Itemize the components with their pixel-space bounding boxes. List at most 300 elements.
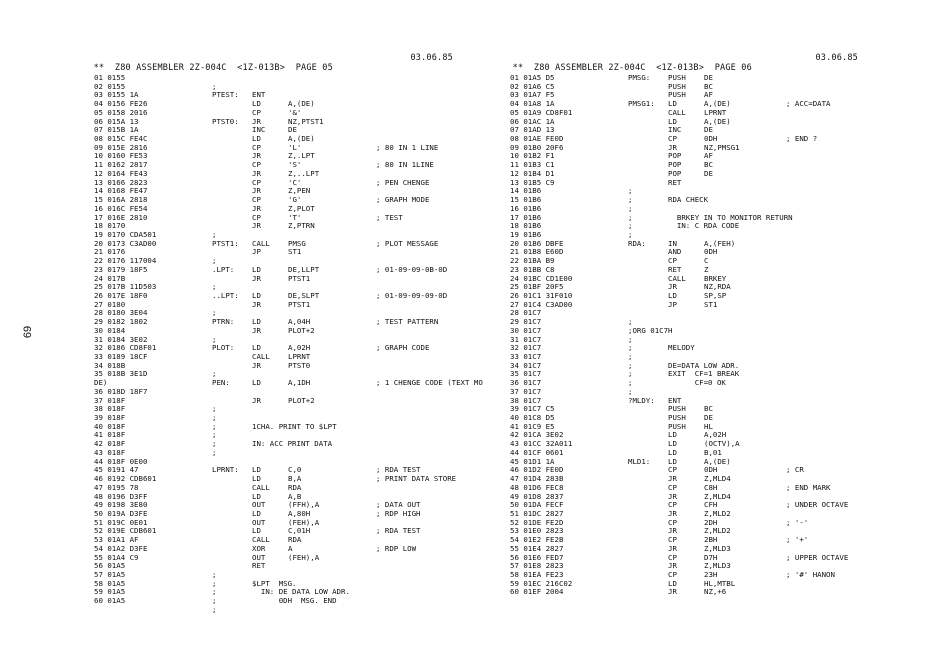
address-and-code: 41 01C9 E5 [510, 421, 555, 431]
operand: 'S' [288, 160, 302, 170]
address-and-code: 54 01A2 D3FE [94, 543, 148, 553]
operand: Z,MLD4 [704, 474, 731, 484]
address-and-code: 05 01A9 CD8F01 [510, 107, 573, 117]
label: ; [628, 378, 633, 388]
address-and-code: 07 01AD 13 [510, 125, 555, 135]
label: ; [212, 430, 217, 440]
opcode: JR [252, 168, 261, 178]
listing-line [510, 144, 870, 153]
opcode: IN: ACC PRINT DATA [252, 439, 333, 449]
address-and-code: 56 01A5 [94, 561, 126, 571]
address-and-code: 49 01D8 2837 [510, 491, 564, 501]
address-and-code: 22 0176 117004 [94, 256, 157, 266]
listing-line [94, 510, 474, 519]
opcode: LD [668, 439, 677, 449]
label: PEN: [212, 378, 230, 388]
operand: A,1DH [288, 378, 311, 388]
label: ; [628, 369, 633, 379]
opcode: JP [252, 247, 261, 257]
opcode: CALL [252, 238, 270, 248]
address-and-code: 25 01BF 20F5 [510, 282, 564, 292]
address-and-code: 01 0155 [94, 73, 126, 82]
operand: A,02H [288, 343, 311, 353]
listing-line [94, 344, 474, 353]
listing-line [94, 205, 474, 214]
operand: (FEH),A [288, 517, 320, 527]
opcode: LD [668, 116, 677, 126]
listing-line [510, 83, 870, 92]
label: ; [212, 229, 217, 239]
label: ; [628, 221, 633, 231]
address-and-code: 43 01CC 32A011 [510, 439, 573, 449]
operand: Z,.LPT [288, 151, 315, 161]
comment: ; RDA TEST [376, 465, 421, 475]
opcode: OUT [252, 552, 266, 562]
opcode: CP [668, 569, 677, 579]
comment: ; RDA TEST [376, 526, 421, 536]
label: ; [212, 256, 217, 266]
operand: Z [704, 264, 709, 274]
opcode: CP [668, 535, 677, 545]
opcode: JR [252, 360, 261, 370]
right-assembly-listing [510, 74, 870, 597]
address-and-code: 11 01B3 C1 [510, 160, 555, 170]
listing-line [510, 240, 870, 249]
listing-line [94, 214, 474, 223]
listing-line [510, 344, 870, 353]
address-and-code: 43 018F [94, 447, 126, 457]
address-and-code: 19 01B6 [510, 229, 542, 239]
address-and-code: 28 0180 3E04 [94, 308, 148, 318]
listing-line [94, 397, 474, 406]
operand: PLOT+2 [288, 325, 315, 335]
operand: C [704, 256, 709, 266]
operand: DE,LLPT [288, 264, 320, 274]
comment: ; DATA OUT [376, 500, 421, 510]
operand: Z,MLD3 [704, 543, 731, 553]
address-and-code: 29 01C7 [510, 317, 542, 327]
address-and-code: 16 01B6 [510, 203, 542, 213]
opcode: CF=0 OK [668, 378, 726, 388]
listing-line [94, 161, 474, 170]
listing-line [94, 423, 474, 432]
operand: DE [704, 125, 713, 135]
address-and-code: 38 01C7 [510, 395, 542, 405]
opcode: RET [668, 177, 682, 187]
listing-line [510, 179, 870, 188]
address-and-code: 08 015C FE4C [94, 134, 148, 144]
opcode: LD [252, 290, 261, 300]
address-and-code: 26 017E 18F0 [94, 290, 148, 300]
operand: 'G' [288, 195, 302, 205]
label: ; [628, 195, 633, 205]
listing-line [510, 554, 870, 563]
opcode: JR [252, 325, 261, 335]
operand: 0DH [704, 134, 718, 144]
comment: ; PEN CHENGE [376, 177, 430, 187]
comment: ; GRAPH MODE [376, 195, 430, 205]
label: ;ORG 01C7H [628, 325, 673, 335]
opcode: CP [668, 134, 677, 144]
opcode: 1CHA. PRINT TO $LPT [252, 421, 337, 431]
address-and-code: 18 0170 [94, 221, 126, 231]
operand: 0DH [704, 465, 718, 475]
address-and-code: 55 01E4 2827 [510, 543, 564, 553]
comment: ; RDP HIGH [376, 508, 421, 518]
operand: PLOT+2 [288, 395, 315, 405]
operand: AF [704, 151, 713, 161]
address-and-code: 02 01A6 C5 [510, 81, 555, 91]
address-and-code: 51 01DC 2827 [510, 508, 564, 518]
operand: A,02H [704, 430, 727, 440]
address-and-code: 27 01C4 C3AD00 [510, 299, 573, 309]
label: ; [628, 386, 633, 396]
operand: LPRNT [704, 107, 727, 117]
listing-line [94, 388, 474, 397]
address-and-code: 39 018F [94, 413, 126, 423]
label: PLOT: [212, 343, 235, 353]
operand: A,(DE) [288, 134, 315, 144]
operand: NZ,+6 [704, 587, 727, 597]
address-and-code: 15 016A 2818 [94, 195, 148, 205]
operand: Z,PTRN [288, 221, 315, 231]
label: ; [212, 404, 217, 414]
comment: ; '-' [786, 517, 809, 527]
address-and-code: 31 01C7 [510, 334, 542, 344]
address-and-code: 52 01DE FE2D [510, 517, 564, 527]
comment: ; UPPER OCTAVE [786, 552, 849, 562]
listing-line [510, 588, 870, 597]
label: MLD1: [628, 456, 651, 466]
operand: Z,MLD2 [704, 526, 731, 536]
address-and-code: 23 0179 18F5 [94, 264, 148, 274]
opcode: IN: C RDA CODE [668, 221, 740, 231]
label: ; [628, 352, 633, 361]
listing-line [94, 196, 474, 205]
operand: Z,MLD3 [704, 561, 731, 571]
comment: ; TEST [376, 212, 403, 222]
comment: ; PRINT DATA STORE [376, 474, 457, 484]
label: ; [628, 334, 633, 344]
listing-line [510, 466, 870, 475]
label: PMSG: [628, 73, 651, 82]
listing-line [94, 74, 474, 83]
label: ; [212, 604, 217, 614]
listing-line [94, 597, 474, 606]
operand: A,(FEH) [704, 238, 736, 248]
listing-line [94, 240, 474, 249]
operand: B,01 [704, 447, 722, 457]
operand: C,01H [288, 526, 311, 536]
opcode: JR [252, 299, 261, 309]
operand: DE [288, 125, 297, 135]
label: ; [212, 421, 217, 431]
address-and-code: 17 016E 2810 [94, 212, 148, 222]
address-and-code: 58 01A5 [94, 578, 126, 588]
listing-line [510, 135, 870, 144]
operand: RDA [288, 482, 302, 492]
operand: Z,..LPT [288, 168, 320, 178]
operand: Z,PLOT [288, 203, 315, 213]
listing-line [94, 266, 474, 275]
opcode: $LPT MSG. [252, 578, 297, 588]
address-and-code: 37 018F [94, 395, 126, 405]
operand: AF [704, 90, 713, 100]
listing-line [510, 222, 870, 231]
comment: ; PLOT MESSAGE [376, 238, 439, 248]
listing-line [94, 100, 474, 109]
opcode: CP [252, 212, 261, 222]
address-and-code: 50 019A D3FE [94, 508, 148, 518]
listing-line [510, 301, 870, 310]
listing-line [94, 353, 474, 362]
listing-line [510, 170, 870, 179]
opcode: CALL [252, 482, 270, 492]
listing-line [510, 414, 870, 423]
address-and-code: 52 019E CDB601 [94, 526, 157, 536]
listing-line [94, 606, 474, 615]
operand: LPRNT [288, 352, 311, 361]
address-and-code: 25 017B 11D503 [94, 282, 157, 292]
opcode: POP [668, 168, 682, 178]
operand: (FEH),A [288, 552, 320, 562]
opcode: LD [252, 378, 261, 388]
listing-line [510, 231, 870, 240]
page-number: 69 [22, 325, 35, 339]
address-and-code: 14 0168 FE47 [94, 186, 148, 196]
operand: CFH [704, 500, 718, 510]
address-and-code: 51 019C 0E01 [94, 517, 148, 527]
address-and-code: 28 01C7 [510, 308, 542, 318]
opcode: CP [252, 107, 261, 117]
label: LPRNT: [212, 465, 239, 475]
operand: 'T' [288, 212, 302, 222]
listing-line [94, 562, 474, 571]
operand: HL [704, 421, 713, 431]
opcode: PUSH [668, 404, 686, 414]
listing-line [510, 275, 870, 284]
address-and-code: 21 01B8 E60D [510, 247, 564, 257]
operand: D7H [704, 552, 718, 562]
operand: 2DH [704, 517, 718, 527]
address-and-code: 60 01EF 2004 [510, 587, 564, 597]
opcode: MELODY [668, 343, 695, 353]
address-and-code: 45 0191 47 [94, 465, 139, 475]
listing-line [94, 301, 474, 310]
address-and-code: 11 0162 2817 [94, 160, 148, 170]
address-and-code: 22 01BA B9 [510, 256, 555, 266]
address-and-code: 23 01BB C8 [510, 264, 555, 274]
label: PTEST: [212, 90, 239, 100]
comment: ; 80 IN 1LINE [376, 160, 434, 170]
operand: A,(DE) [704, 456, 731, 466]
opcode: IN: DE DATA LOW ADR. [252, 587, 350, 597]
address-and-code: 32 0186 CD8F01 [94, 343, 157, 353]
opcode: DE=DATA LOW ADR. [668, 360, 740, 370]
listing-line [94, 362, 474, 371]
address-and-code: 09 015E 2816 [94, 142, 148, 152]
operand: 'L' [288, 142, 302, 152]
address-and-code: 40 01C8 D5 [510, 413, 555, 423]
address-and-code: 41 018F [94, 430, 126, 440]
address-and-code: 54 01E2 FE2B [510, 535, 564, 545]
opcode: CP [668, 552, 677, 562]
comment: ; ACC=DATA [786, 99, 831, 109]
label: ; [628, 212, 633, 222]
address-and-code: 02 0155 [94, 81, 126, 91]
operand: NZ,PTST1 [288, 116, 324, 126]
operand: A,(DE) [288, 99, 315, 109]
opcode: CP [252, 177, 261, 187]
label: ; [212, 413, 217, 423]
comment: ; '#' HANON [786, 569, 835, 579]
left-assembly-listing [94, 73, 483, 615]
operand: 2BH [704, 535, 718, 545]
opcode: CP [668, 256, 677, 266]
operand: (FFH),A [288, 500, 320, 510]
listing-line [510, 423, 870, 432]
opcode: JR [668, 508, 677, 518]
listing-line [94, 378, 483, 388]
comment: ; END MARK [786, 482, 831, 492]
label: ; [212, 369, 217, 379]
opcode: PUSH [668, 421, 686, 431]
address-and-code: 06 015A 13 [94, 116, 139, 126]
operand: PTST1 [288, 273, 311, 283]
address-and-code: 46 01D2 FE0D [510, 465, 564, 475]
operand: C,0 [288, 465, 302, 475]
listing-line [94, 118, 474, 127]
opcode: JR [252, 151, 261, 161]
address-and-code: 05 0158 2016 [94, 107, 148, 117]
address-and-code: 34 018B [94, 360, 126, 370]
listing-line [510, 327, 870, 336]
listing-line [510, 397, 870, 406]
label: .LPT: [212, 264, 235, 274]
opcode: LD [252, 264, 261, 274]
address-and-code: 24 017B [94, 273, 126, 283]
opcode: JR [668, 474, 677, 484]
operand: PTST1 [288, 299, 311, 309]
address-and-code: 57 01A5 [94, 569, 126, 579]
listing-line [510, 484, 870, 493]
address-and-code: 09 01B0 20F6 [510, 142, 564, 152]
listing-line [94, 440, 474, 449]
listing-line [94, 475, 474, 484]
opcode: LD [252, 526, 261, 536]
operand: '&' [288, 107, 302, 117]
address-and-code: 29 0182 1802 [94, 317, 148, 327]
opcode: POP [668, 151, 682, 161]
opcode: PUSH [668, 73, 686, 82]
label: ; [212, 569, 217, 579]
opcode: CP [668, 500, 677, 510]
address-and-code: 47 0195 78 [94, 482, 139, 492]
operand: ST1 [704, 299, 718, 309]
comment: ; END ? [786, 134, 818, 144]
address-and-code: 53 01E0 2823 [510, 526, 564, 536]
opcode: JR [668, 587, 677, 597]
operand: 'C' [288, 177, 302, 187]
opcode: JR [252, 186, 261, 196]
address-and-code: 36 018D 18F7 [94, 386, 148, 396]
listing-line [510, 257, 870, 266]
address-and-code: 48 0196 D3FF [94, 491, 148, 501]
listing-line [510, 161, 870, 170]
comment: ; 01-09-09-09-0D [376, 290, 448, 300]
opcode: LD [668, 99, 677, 109]
label: PMSG1: [628, 99, 655, 109]
address-and-code: 20 01B6 DBFE [510, 238, 564, 248]
opcode: JR [252, 116, 261, 126]
label: ; [628, 343, 633, 353]
address-and-code: 59 01A5 [94, 587, 126, 597]
label: PTST0: [212, 116, 239, 126]
operand: Z,PEN [288, 186, 311, 196]
address-and-code: 44 01CF 0601 [510, 447, 564, 457]
listing-line [510, 458, 870, 467]
label: ; [212, 578, 217, 588]
listing-line [94, 126, 474, 135]
label: ; [212, 447, 217, 457]
opcode: LD [668, 447, 677, 457]
comment: ; 80 IN 1 LINE [376, 142, 439, 152]
listing-line [94, 318, 474, 327]
address-and-code: 44 018F 0E00 [94, 456, 148, 466]
operand: BC [704, 160, 713, 170]
opcode: CALL [668, 107, 686, 117]
operand: DE,SLPT [288, 290, 320, 300]
listing-line [94, 405, 474, 414]
opcode: JR [668, 282, 677, 292]
address-and-code: 13 0166 2823 [94, 177, 148, 187]
opcode: ENT [668, 395, 682, 405]
label: ; [628, 317, 633, 327]
opcode: INC [668, 125, 682, 135]
operand: 23H [704, 569, 718, 579]
address-and-code: 59 01EC 216C02 [510, 578, 573, 588]
address-and-code: 08 01AE FE0D [510, 134, 564, 144]
address-and-code: 60 01A5 [94, 596, 126, 606]
operand: A,80H [288, 508, 311, 518]
listing-line [94, 484, 474, 493]
operand: B,A [288, 474, 302, 484]
opcode: OUT [252, 517, 266, 527]
opcode: LD [252, 343, 261, 353]
opcode: JR [252, 203, 261, 213]
listing-line [510, 248, 870, 257]
opcode: LD [252, 508, 261, 518]
comment: ; TEST PATTERN [376, 317, 439, 327]
right-header-title: ** Z80 ASSEMBLER 2Z-004C <1Z-013B> PAGE 06 [512, 63, 752, 73]
address-and-code: 42 018F [94, 439, 126, 449]
opcode: LD [252, 474, 261, 484]
opcode: LD [252, 99, 261, 109]
address-and-code: 45 01D1 1A [510, 456, 555, 466]
listing-line [94, 144, 474, 153]
opcode: PUSH [668, 90, 686, 100]
listing-line [510, 118, 870, 127]
listing-line [510, 196, 870, 205]
opcode: JR [252, 221, 261, 231]
opcode: EXIT CF=1 BREAK [668, 369, 740, 379]
operand: A,(DE) [704, 116, 731, 126]
listing-line [510, 510, 870, 519]
opcode: JR [668, 561, 677, 571]
operand: BRKEY [704, 273, 727, 283]
operand: PMSG [288, 238, 306, 248]
opcode: JR [668, 526, 677, 536]
